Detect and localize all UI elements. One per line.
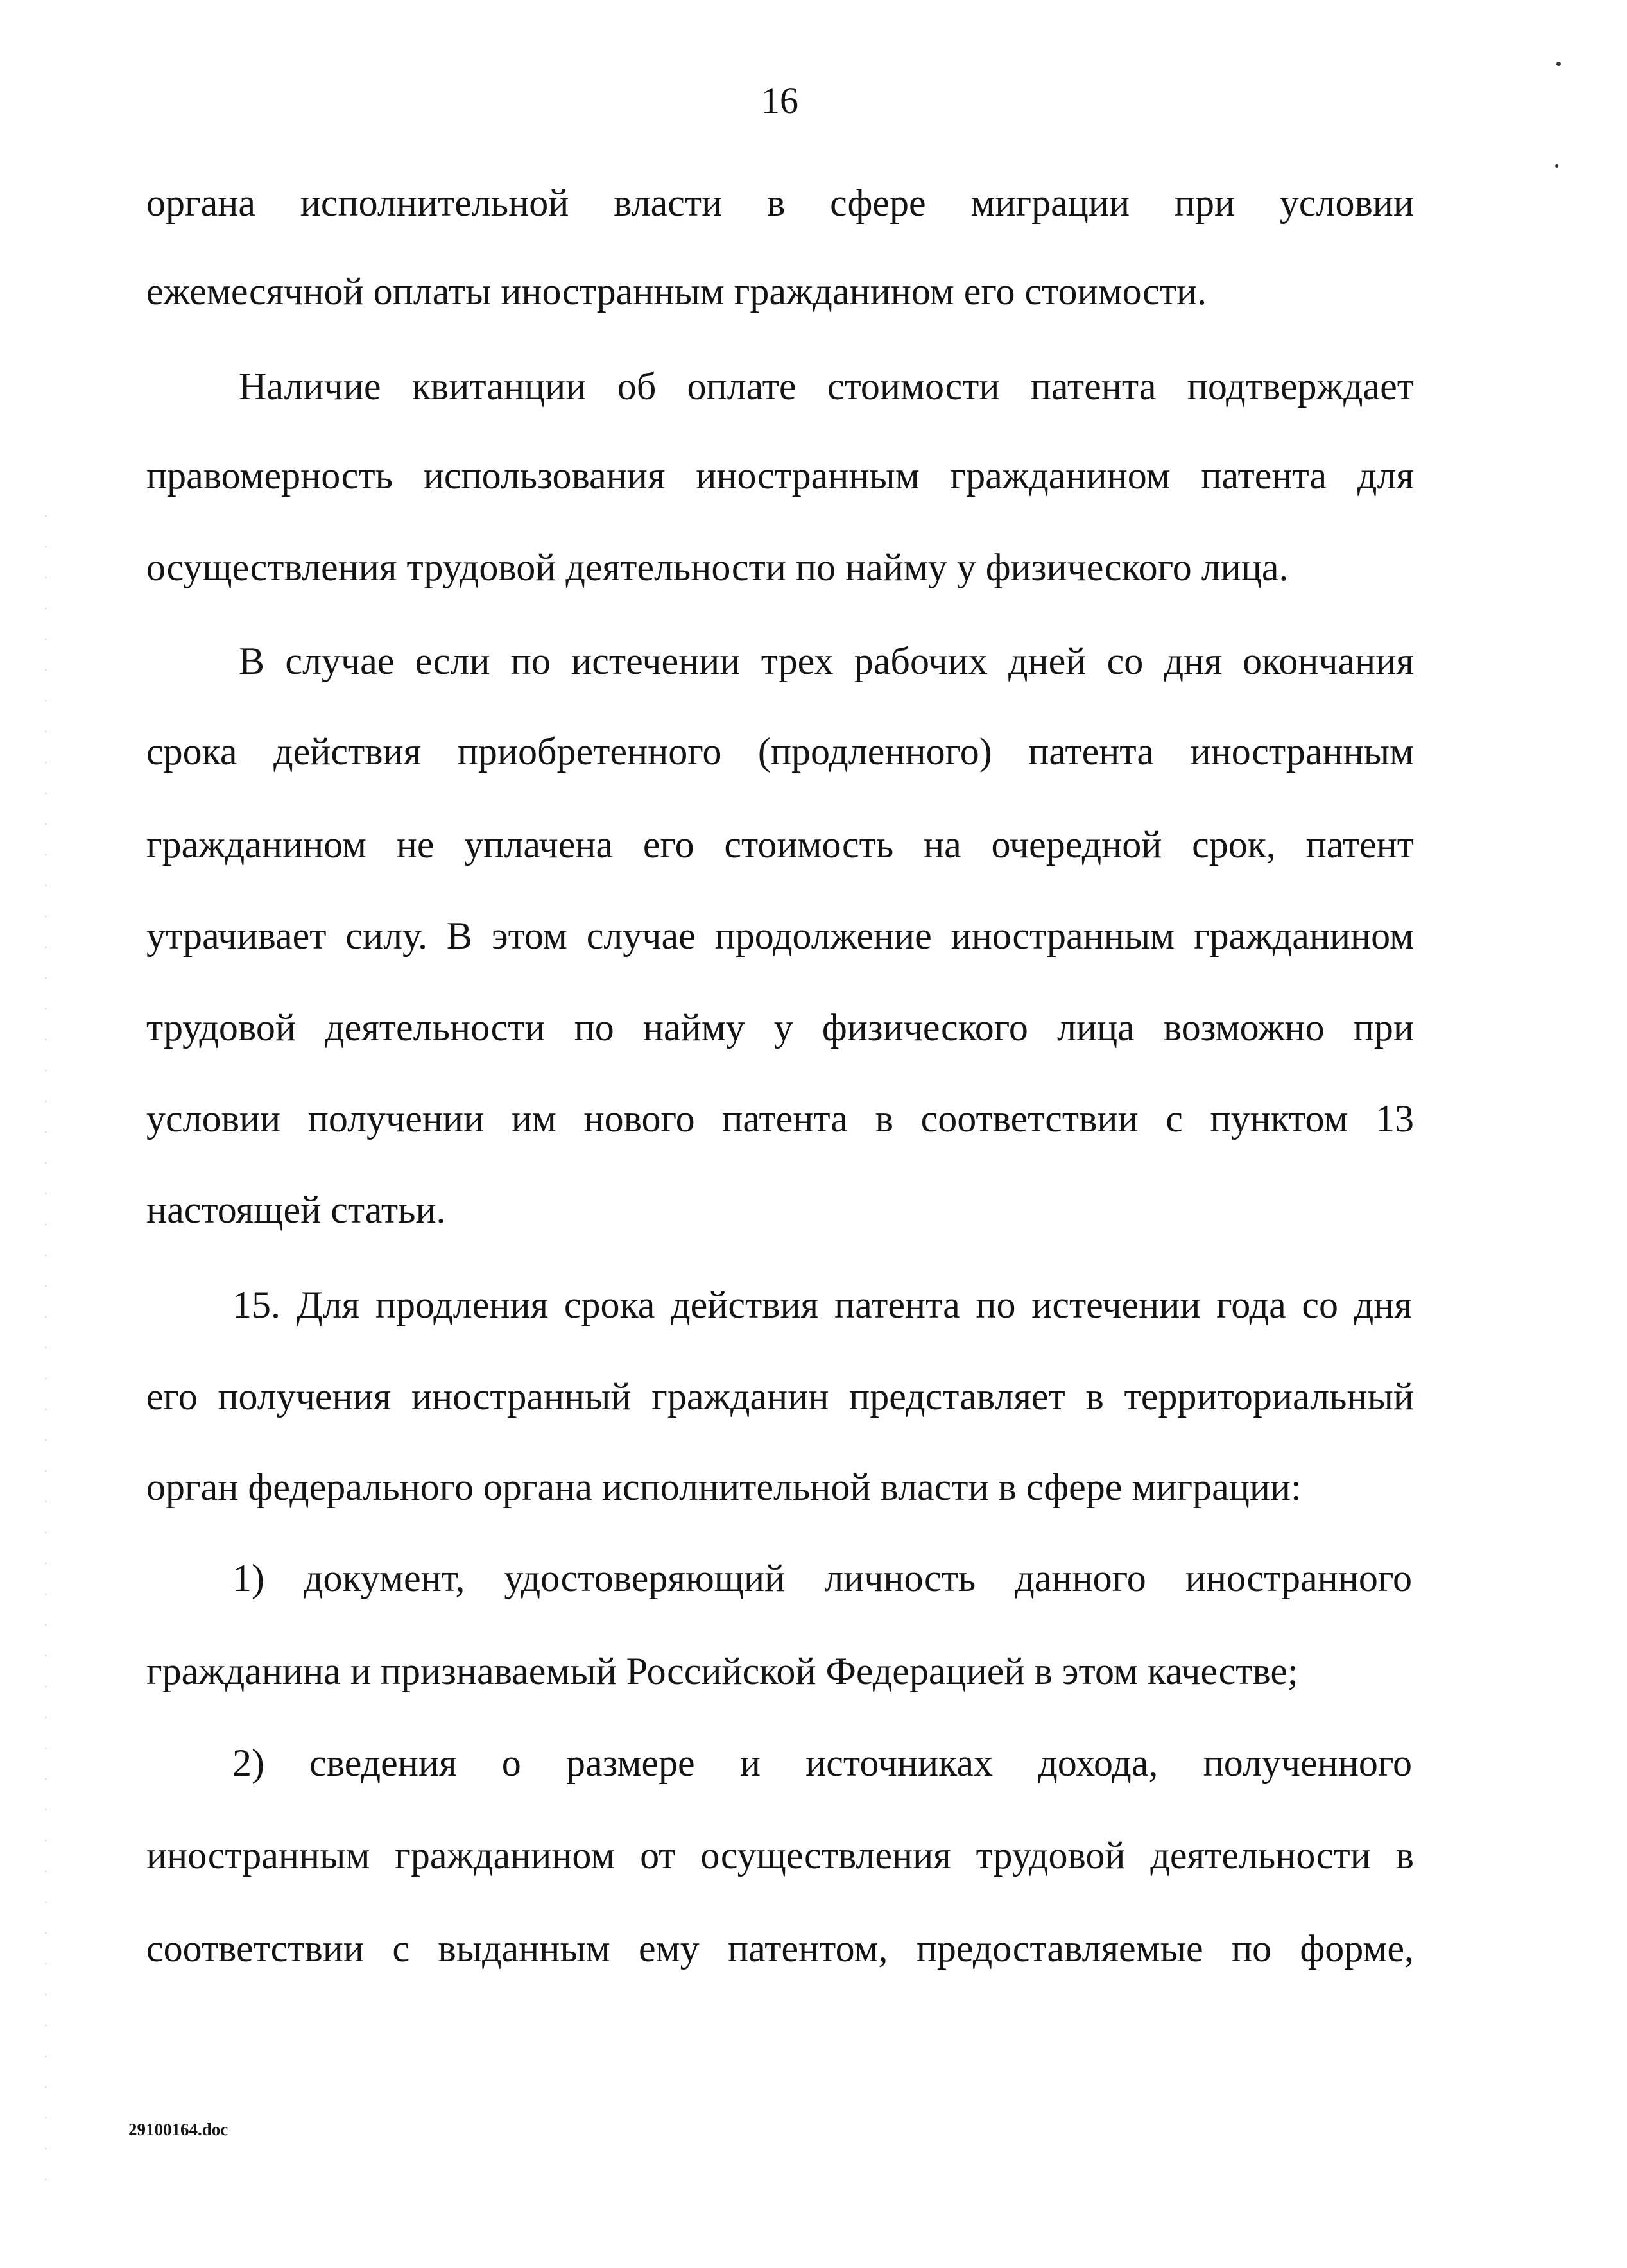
- text-line: 1) документ, удостоверяющий личность данного иностранного: [232, 1557, 1412, 1599]
- text-line: органа исполнительной власти в сфере миграции при условии: [146, 182, 1414, 224]
- text-line: иностранным гражданином от осуществления трудовой деятельности в: [146, 1834, 1414, 1877]
- text-line: соответствии с выданным ему патентом, предоставляемые по форме,: [146, 1927, 1414, 1970]
- scan-speck: [1556, 62, 1561, 66]
- text-line: гражданина и признаваемый Российской Федерацией в этом качестве;: [146, 1650, 1298, 1692]
- text-line: 2) сведения о размере и источниках дохода, полученного: [232, 1742, 1412, 1784]
- text-line: настоящей статьи.: [146, 1189, 446, 1231]
- document-file-code: 29100164.doc: [128, 2120, 228, 2139]
- text-line: Наличие квитанции об оплате стоимости патента подтверждает: [239, 365, 1414, 408]
- text-line: правомерность использования иностранным гражданином патента для: [146, 454, 1414, 497]
- text-line: трудовой деятельности по найму у физического лица возможно при: [146, 1006, 1414, 1049]
- text-line: утрачивает силу. В этом случае продолжение иностранным гражданином: [146, 915, 1414, 957]
- text-line: условии получении им нового патента в соответствии с пунктом 13: [146, 1097, 1414, 1140]
- text-line: срока действия приобретенного (продленного) патента иностранным: [146, 730, 1414, 773]
- scan-speck: [1555, 164, 1558, 168]
- text-line: гражданином не уплачена его стоимость на очередной срок, патент: [146, 823, 1414, 866]
- scan-edge-artifact: [45, 501, 47, 2201]
- page-number: 16: [761, 80, 798, 121]
- text-line: осуществления трудовой деятельности по найму у физического лица.: [146, 546, 1289, 588]
- text-line: В случае если по истечении трех рабочих дней со дня окончания: [239, 640, 1414, 682]
- text-line: ежемесячной оплаты иностранным гражданином его стоимости.: [146, 270, 1207, 313]
- text-line: орган федерального органа исполнительной власти в сфере миграции:: [146, 1466, 1302, 1508]
- text-line: его получения иностранный гражданин представляет в территориальный: [146, 1375, 1414, 1418]
- text-line: 15. Для продления срока действия патента по истечении года со дня: [232, 1284, 1412, 1326]
